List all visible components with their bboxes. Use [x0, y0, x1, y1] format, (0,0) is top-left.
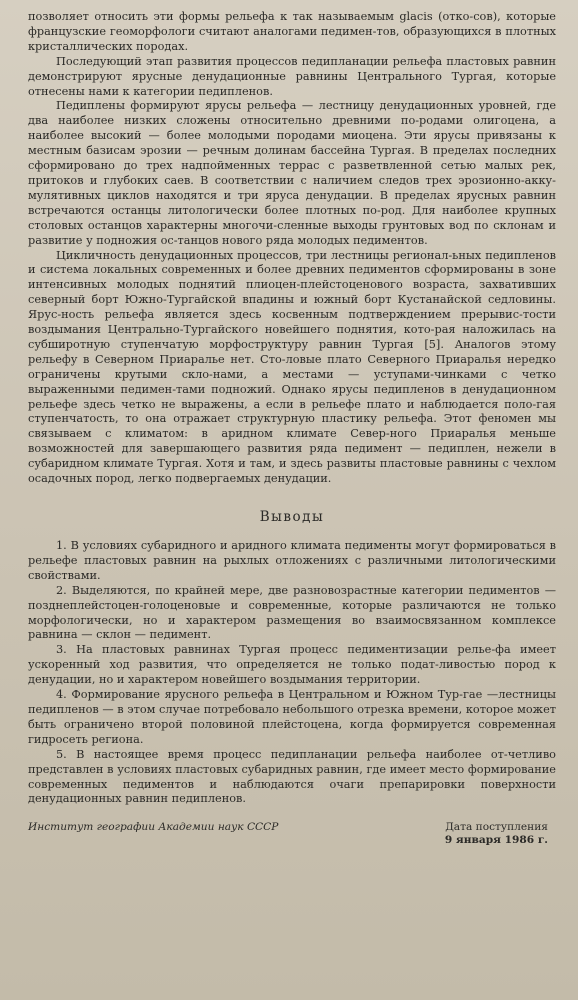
conclusion-item-3: 3. На пластовых равнинах Тургая процесс педиментизации релье-фа имеет ускоренный ход развития, что определяется не только подат-ливостью пород к денудации, но и характером новейшего воздымания территории. [28, 643, 556, 687]
received-date-value: 9 января 1986 г. [444, 834, 548, 847]
section-heading: Выводы [259, 509, 325, 525]
body-paragraph-2: Последующий этап развития процессов педипланации рельефа пластовых равнин демонстрируют ярусные денудационные равнины Центрального Тургая, которые отнесены нами к категории педипленов. [28, 54, 556, 98]
body-paragraph-1: позволяет относить эти формы рельефа к так называемым glacis (отко-сов), которые французские геоморфологи считают аналогами педимен-тов, образующихся в плотных кристаллических породах. [28, 10, 556, 53]
conclusion-item-4: 4. Формирование ярусного рельефа в Центральном и Южном Тур-гае —лестницы педипленов — в этом случае потребовало небольшого отрезка времени, которое может быть ограничено второй половиной плейстоцена, когда формируется современная гидросеть региона. [28, 688, 556, 746]
body-text [28, 10, 556, 487]
body-paragraph-4: Цикличность денудационных процессов, три лестницы регионал-ьных педипленов и система локальных современных и более древних педиментов сформированы в зоне интенсивных молодых поднятий плиоцен-плейстоценового возраста, захвативших северный борт Южно-Тургайской впадины и южный борт Кустанайской седловины. Ярус-ность рельефа является здесь косвенным подтверждением прерывис-тости воздымания Центрально-Тургайского новейшего поднятия, кото-рая наложилась на субширотную ступенчатую морфоструктуру равнин Тургая [5]. Аналогов этому рельефу в Северном Приаралье нет. Сто-ловые плато Северного Приаралья нередко ограничены крутыми скло-нами, а местами — уступами-чинками с четко выраженными педимен-тами подножий. Однако ярусы педипленов в денудационном рельефе здесь четко не выражены, а если в рельефе плато и наблюдается поло-гая ступенчатость, то она отражает структурную пластику рельефа. Этот феномен мы связываем с климатом: в аридном климате Север-ного Приаралья меньше возможностей для завершающего развития ряда педимент — педиплен, нежели в субаридном климате Тургая. Хотя и там, и здесь развиты пластовые равнины с чехлом осадочных пород, легко подвергаемых денудации. [28, 248, 556, 486]
received-date [445, 821, 556, 847]
body-paragraph-3: Педиплены формируют ярусы рельефа — лестницу денудационных уровней, где два наиболее низких сложены относительно древними по-родами олигоцена, а наиболее высокий — более молодыми породами миоцена. Эти ярусы привязаны к местным базисам эрозии — речным долинам бассейна Тургая. В пределах последних сформировано до трех надпойменных террас с разветвленной сетью малых рек, притоков и глубоких саев. В соответствии с наличием следов трех эрозионно-акку-мулятивных циклов находятся и три яруса денудации. В пределах ярусных равнин встречаются останцы литологически более плотных по-род. Для наиболее крупных столовых останцов характерны многочи-сленные выходы грунтовых вод по склонам и развитие у подножия ос-танцов нового ряда молодых педиментов. [28, 99, 556, 247]
received-date-label: Дата поступления [445, 821, 548, 834]
conclusions-list [28, 539, 556, 807]
conclusion-item-2: 2. Выделяются, по крайней мере, две разновозрастные категории педиментов — позднеплейстоцен-голоценовые и современные, которые различаются не только морфологически, но и характером размещения во взаимосвязанном комплексе равнина — склон — педимент. [28, 583, 556, 642]
conclusion-item-1: 1. В условиях субаридного и аридного климата педименты могут формироваться в рельефе пластовых равнин на рыхлых отложениях с различными литологическими свойствами. [28, 539, 556, 582]
institute-affiliation: Институт географии Академии наук СССР [28, 821, 279, 834]
conclusion-item-5: 5. В настоящее время процесс педипланации рельефа наиболее от-четливо представлен в условиях пластовых субаридных равнин, где имеет место формирование современных педиментов и наблюдаются очаги препарировки поверхности денудационных равнин педипленов. [28, 747, 556, 806]
article-footer [28, 821, 556, 847]
